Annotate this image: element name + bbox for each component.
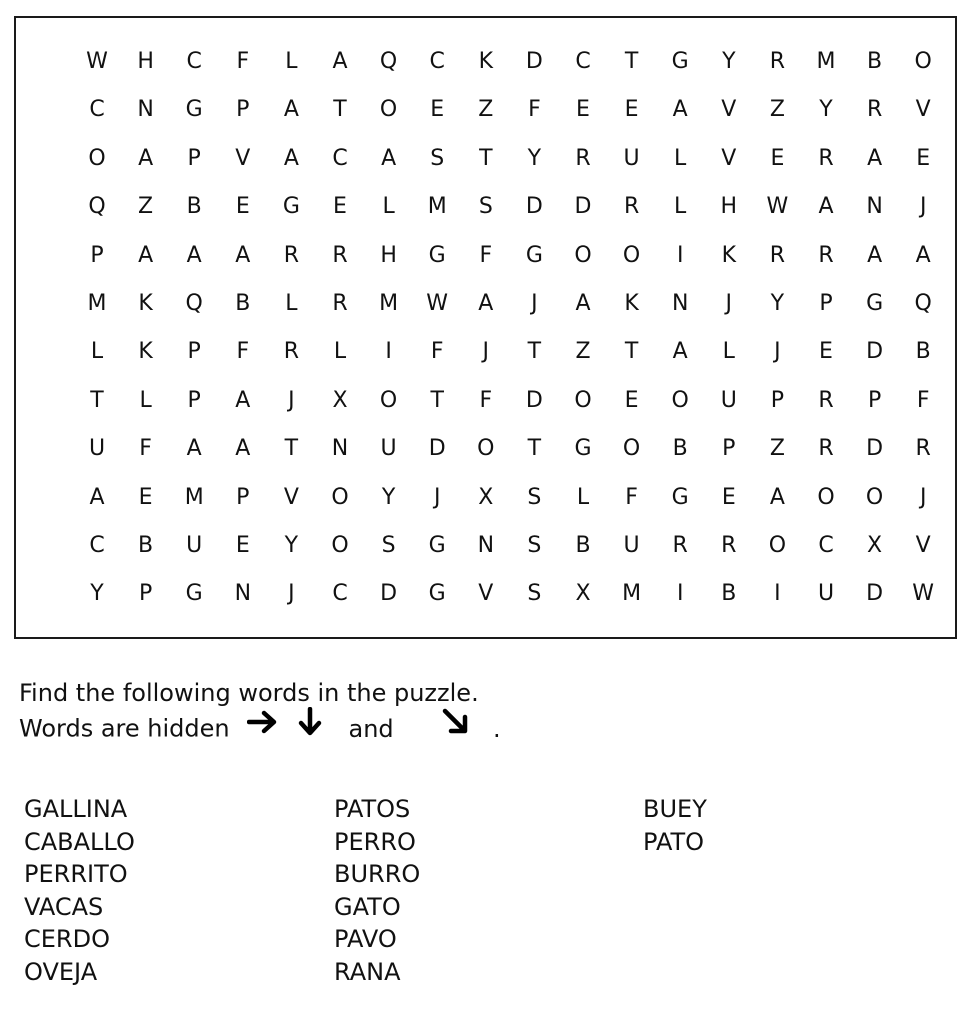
grid-letter: N	[477, 533, 495, 558]
word-list-item: BURRO	[334, 860, 421, 889]
grid-letter: L	[382, 194, 395, 220]
grid-letter: P	[187, 387, 201, 413]
grid-letter: Z	[769, 97, 785, 123]
grid-letter: U	[88, 436, 106, 462]
grid-letter: S	[430, 145, 445, 171]
grid-letter: A	[138, 145, 154, 171]
grid-letter: P	[236, 97, 250, 123]
grid-letter: C	[332, 581, 348, 607]
grid-letter: W	[912, 581, 935, 607]
grid-letter: L	[674, 145, 687, 171]
grid-letter: S	[381, 533, 396, 558]
grid-letter: J	[725, 291, 733, 316]
grid-letter: A	[915, 242, 931, 268]
grid-letter: J	[919, 194, 927, 220]
grid-letter: G	[671, 49, 689, 74]
grid-letter: H	[380, 242, 397, 268]
grid-letter: A	[186, 436, 202, 462]
grid-letter: Y	[527, 145, 542, 171]
grid-letter: E	[624, 97, 639, 123]
grid-letter: S	[527, 484, 542, 510]
word-list-item: BUEY	[643, 795, 707, 823]
grid-letter: L	[285, 291, 298, 316]
grid-letter: E	[333, 194, 347, 220]
grid-letter: G	[185, 97, 203, 123]
grid-letter: E	[138, 484, 153, 510]
word-list-item: PERRITO	[24, 860, 128, 889]
grid-letter: W	[86, 49, 108, 74]
grid-letter: R	[818, 242, 834, 268]
grid-letter: G	[428, 581, 446, 607]
grid-letter: E	[235, 194, 250, 220]
arrow-down-right-icon	[441, 707, 471, 746]
grid-letter: L	[90, 339, 104, 365]
word-list-item: GALLINA	[24, 795, 128, 823]
grid-letter: N	[234, 581, 252, 607]
grid-letter: C	[186, 49, 202, 74]
grid-letter: D	[866, 436, 884, 462]
grid-letter: O	[574, 387, 592, 413]
grid-letter: F	[236, 339, 250, 365]
grid-letter: U	[186, 533, 203, 558]
grid-letter: P	[187, 145, 201, 171]
grid-letter: R	[915, 436, 931, 462]
grid-letter: K	[624, 291, 639, 316]
grid-letter: F	[479, 242, 493, 268]
grid-letter: V	[915, 97, 931, 123]
grid-letter: N	[671, 291, 689, 316]
grid-letter: E	[819, 339, 833, 365]
grid-letter: Z	[575, 339, 591, 365]
grid-letter: N	[331, 436, 349, 462]
grid-letter: U	[720, 387, 737, 413]
grid-letter: X	[332, 387, 348, 413]
grid-letter: W	[766, 194, 789, 220]
grid-letter: M	[622, 581, 642, 607]
grid-letter: T	[527, 339, 542, 365]
grid-letter: C	[575, 49, 591, 74]
grid-letter: G	[282, 194, 300, 220]
grid-letter: A	[235, 436, 251, 462]
grid-letter: J	[531, 291, 538, 316]
grid-letter: R	[818, 436, 834, 462]
grid-letter: P	[770, 387, 785, 413]
grid-letter: A	[672, 339, 688, 365]
grid-letter: R	[332, 242, 348, 268]
grid-letter: A	[283, 145, 299, 171]
grid-letter: A	[186, 242, 202, 268]
grid-letter: A	[89, 484, 105, 510]
grid-letter: O	[379, 97, 398, 123]
grid-letter: T	[430, 387, 444, 413]
grid-letter: R	[866, 97, 883, 123]
grid-letter: A	[235, 242, 251, 268]
word-list-item: CABALLO	[24, 827, 135, 856]
grid-letter: S	[478, 194, 493, 220]
grid-letter: B	[721, 581, 737, 607]
grid-letter: K	[138, 291, 153, 316]
grid-letter: S	[527, 533, 542, 558]
grid-letter: E	[770, 145, 785, 171]
instructions-line-1: Find the following words in the puzzle.	[19, 679, 479, 707]
grid-letter: R	[575, 145, 591, 171]
instructions-and-text: and	[348, 714, 394, 743]
grid-letter: M	[816, 49, 836, 74]
grid-letter: B	[235, 291, 251, 316]
grid-letter: G	[866, 291, 884, 316]
grid-letter: F	[625, 484, 638, 510]
grid-letter: U	[623, 533, 640, 558]
grid-letter: S	[527, 581, 542, 607]
grid-letter: L	[285, 49, 298, 74]
grid-letter: A	[235, 387, 251, 413]
grid-letter: G	[428, 242, 446, 268]
grid-letter: O	[88, 145, 106, 171]
grid-letter: J	[288, 581, 295, 607]
grid-letter: C	[818, 533, 834, 558]
grid-letter: V	[283, 484, 299, 510]
grid-letter: L	[333, 339, 347, 365]
grid-letter: C	[429, 49, 445, 74]
word-list-item: PATOS	[334, 795, 411, 823]
grid-letter: E	[721, 484, 736, 510]
grid-letter: R	[623, 194, 640, 220]
grid-letter: W	[426, 291, 449, 316]
grid-letter: X	[867, 533, 883, 558]
grid-letter: P	[867, 387, 882, 413]
grid-letter: A	[672, 97, 688, 123]
grid-letter: Y	[381, 484, 396, 510]
grid-letter: J	[774, 339, 781, 365]
grid-letter: V	[235, 145, 251, 171]
grid-letter: U	[817, 581, 835, 607]
word-list-column-2	[334, 793, 420, 989]
grid-letter: Q	[88, 194, 106, 220]
grid-letter: U	[623, 145, 640, 171]
grid-letter: K	[721, 242, 737, 268]
grid-letter: I	[385, 339, 392, 365]
grid-letter: R	[818, 387, 834, 413]
grid-letter: J	[482, 339, 490, 365]
grid-letter: B	[575, 533, 591, 558]
word-list-item: OVEJA	[24, 957, 98, 986]
grid-letter: B	[867, 49, 883, 74]
word-list-item: CERDO	[24, 925, 110, 954]
grid-letter: Q	[914, 291, 932, 316]
grid-letter: O	[768, 533, 787, 558]
grid-letter: P	[90, 242, 104, 268]
grid-letter: A	[138, 242, 154, 268]
grid-letter: N	[866, 194, 883, 220]
word-search-grid-frame	[14, 16, 957, 639]
grid-letter: U	[380, 436, 397, 462]
grid-letter: R	[769, 49, 786, 74]
grid-letter: V	[915, 533, 931, 558]
grid-letter: Y	[819, 97, 833, 123]
grid-letter: X	[575, 581, 591, 607]
grid-letter: Q	[185, 291, 203, 316]
grid-letter: H	[137, 49, 154, 74]
grid-letter: D	[574, 194, 592, 220]
grid-letter: I	[774, 581, 781, 607]
grid-letter: E	[624, 387, 639, 413]
grid-letter: O	[865, 484, 884, 510]
grid-letter: R	[721, 533, 737, 558]
grid-letter: X	[478, 484, 494, 510]
grid-letter: M	[379, 291, 399, 316]
grid-letter: E	[916, 145, 931, 171]
grid-letter: A	[867, 145, 883, 171]
grid-letter: O	[331, 484, 349, 510]
grid-letter: Y	[90, 581, 104, 607]
grid-letter: Z	[769, 436, 785, 462]
grid-letter: M	[184, 484, 204, 510]
grid-letter: P	[722, 436, 736, 462]
grid-letter: G	[428, 533, 446, 558]
grid-letter: G	[525, 242, 543, 268]
grid-letter: B	[915, 339, 931, 365]
grid-letter: G	[185, 581, 203, 607]
grid-letter: L	[139, 387, 152, 413]
grid-letter: A	[867, 242, 883, 268]
grid-letter: C	[332, 145, 348, 171]
grid-letter: L	[722, 339, 735, 365]
grid-letter: Y	[722, 49, 736, 74]
grid-letter: V	[721, 145, 737, 171]
word-list-item: PAVO	[334, 925, 397, 954]
grid-letter: A	[283, 97, 299, 123]
grid-letter: Q	[379, 49, 398, 74]
grid-letter: T	[284, 436, 299, 462]
grid-letter: R	[283, 242, 300, 268]
grid-letter: L	[674, 194, 687, 220]
grid-letter: O	[671, 387, 689, 413]
grid-letter: Y	[770, 291, 785, 316]
grid-letter: Z	[138, 194, 154, 220]
grid-letter: R	[769, 242, 786, 268]
grid-letter: P	[187, 339, 201, 365]
grid-letter: H	[720, 194, 738, 220]
grid-letter: E	[576, 97, 590, 123]
word-list-column-3	[643, 793, 707, 858]
grid-letter: A	[769, 484, 785, 510]
grid-letter: T	[624, 49, 639, 74]
grid-letter: J	[288, 387, 295, 413]
word-list-item: VACAS	[24, 892, 104, 921]
grid-letter: D	[525, 194, 543, 220]
grid-letter: O	[379, 387, 398, 413]
grid-letter: P	[819, 291, 833, 316]
grid-letter: F	[916, 387, 930, 413]
grid-letter: T	[333, 97, 347, 123]
grid-letter: R	[332, 291, 348, 316]
grid-letter: P	[236, 484, 250, 510]
word-list-item: GATO	[334, 892, 401, 921]
word-list-item: RANA	[334, 957, 401, 986]
word-list-item: PERRO	[334, 827, 416, 856]
grid-letter: F	[479, 387, 493, 413]
grid-letter: K	[478, 49, 494, 74]
grid-letter: D	[428, 436, 446, 462]
grid-letter: Z	[478, 97, 494, 123]
grid-letter: T	[527, 436, 542, 462]
grid-letter: O	[914, 49, 932, 74]
grid-letter: L	[576, 484, 590, 510]
word-list-item: PATO	[643, 827, 705, 856]
grid-letter: R	[672, 533, 688, 558]
grid-letter: R	[818, 145, 834, 171]
grid-letter: M	[427, 194, 447, 220]
grid-letter: F	[139, 436, 152, 462]
grid-letter: C	[89, 533, 105, 558]
grid-letter: B	[138, 533, 154, 558]
grid-letter: O	[331, 533, 349, 558]
grid-letter: F	[236, 49, 250, 74]
grid-letter: D	[866, 339, 884, 365]
grid-letter: A	[478, 291, 494, 316]
grid-letter: V	[721, 97, 737, 123]
instructions-line-2	[19, 710, 501, 749]
grid-letter: K	[138, 339, 153, 365]
grid-letter: R	[283, 339, 300, 365]
grid-letter: N	[137, 97, 154, 123]
grid-letter: Y	[284, 533, 299, 558]
grid-letter: C	[89, 97, 105, 123]
grid-letter: G	[671, 484, 689, 510]
grid-letter: I	[676, 581, 684, 607]
arrow-right-icon	[247, 709, 279, 744]
grid-letter: E	[430, 97, 445, 123]
grid-letter: M	[87, 291, 107, 316]
grid-letter: O	[817, 484, 835, 510]
grid-letter: E	[235, 533, 250, 558]
grid-letter: T	[479, 145, 493, 171]
grid-letter: O	[574, 242, 592, 268]
grid-letter: T	[90, 387, 104, 413]
grid-letter: F	[430, 339, 444, 365]
grid-letter: B	[672, 436, 688, 462]
grid-letter: G	[574, 436, 592, 462]
arrow-down-icon	[297, 707, 323, 746]
grid-letter: A	[818, 194, 834, 220]
grid-letter: T	[624, 339, 639, 365]
grid-letter: D	[866, 581, 884, 607]
grid-letter: B	[186, 194, 202, 220]
grid-letter: I	[676, 242, 684, 268]
grid-letter: O	[477, 436, 495, 462]
instructions-hidden-text: Words are hidden	[19, 714, 230, 743]
grid-letter: V	[478, 581, 494, 607]
grid-letter: O	[622, 242, 641, 268]
word-list-column-1	[24, 793, 135, 989]
grid-letter: D	[380, 581, 398, 607]
grid-letter: J	[433, 484, 441, 510]
grid-letter: A	[332, 49, 348, 74]
grid-letter: A	[575, 291, 591, 316]
grid-letter: D	[525, 49, 543, 74]
grid-letter: D	[525, 387, 543, 413]
grid-letter: P	[138, 581, 153, 607]
instructions-period: .	[492, 714, 501, 743]
grid-letter: J	[919, 484, 927, 510]
grid-letter: A	[381, 145, 397, 171]
grid-letter: F	[528, 97, 541, 123]
grid-letter: O	[622, 436, 641, 462]
instructions	[19, 677, 501, 749]
